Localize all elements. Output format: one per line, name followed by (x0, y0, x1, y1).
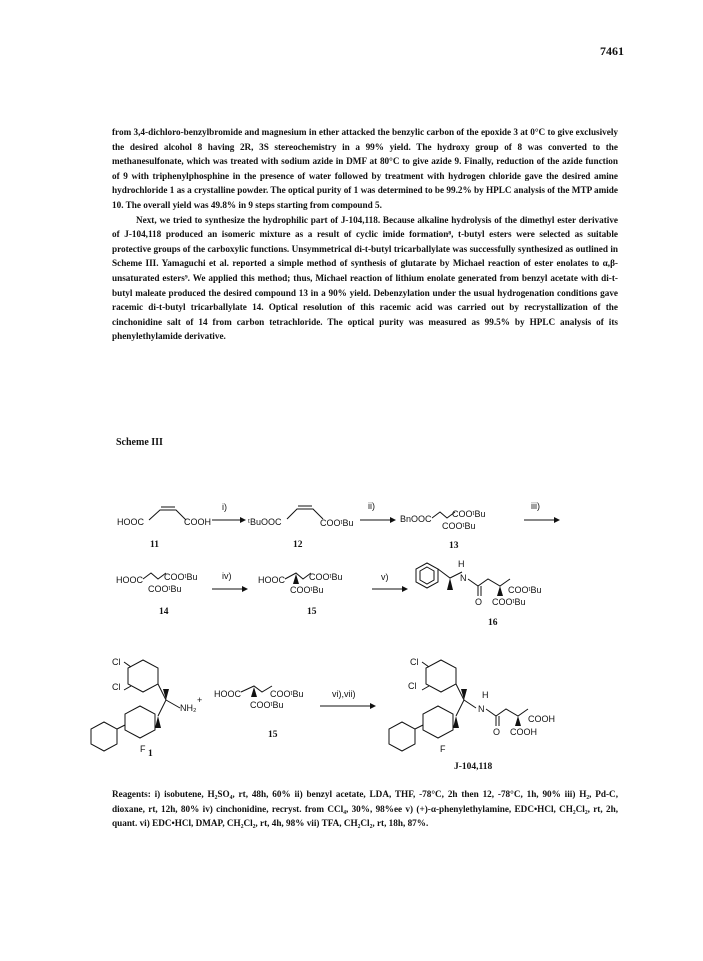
svg-text:COOH: COOH (510, 727, 537, 737)
svg-text:COOᵗBu: COOᵗBu (250, 700, 284, 710)
svg-text:COOᵗBu: COOᵗBu (442, 521, 476, 531)
svg-text:F: F (140, 744, 146, 754)
svg-text:Cl: Cl (410, 657, 419, 667)
svg-text:COOᵗBu: COOᵗBu (270, 689, 304, 699)
svg-text:NH₂: NH₂ (180, 703, 197, 713)
compound-15 (258, 572, 343, 595)
svg-text:COOᵗBu: COOᵗBu (508, 585, 542, 595)
group-bnooc: BnOOC (400, 514, 432, 524)
reaction-label-iv: iv) (222, 571, 232, 581)
label-compound-12: 12 (293, 540, 303, 550)
compound-j-104-118 (389, 657, 555, 754)
svg-text:COOᵗBu: COOᵗBu (309, 572, 343, 582)
label-compound-15: 15 (307, 607, 317, 617)
label-compound-14: 14 (159, 607, 169, 617)
reaction-label-ii: ii) (368, 501, 375, 511)
svg-text:+: + (197, 695, 203, 705)
label-j-104-118: J-104,118 (454, 762, 493, 772)
compound-12 (248, 506, 354, 528)
scheme-title: Scheme III (116, 437, 163, 448)
svg-text:COOᵗBu: COOᵗBu (290, 585, 324, 595)
paragraph-2: Next, we tried to synthesize the hydrophilic part of J-104,118. Because alkaline hydrolysis of the dimethyl ester derivative of J-104,118 produced an isomeric mixture as a result of cyclic imide formation⁸, t-butyl esters were selected as suitable protective groups of the carboxylic functions. Unsymmetrical di-t-butyl tricarballylate was successfully synthesized as outlined in Scheme III. Yamaguchi et al. reported a simple method of synthesis of glutarate by Michael reaction of ester enolates to α,β-unsaturated esters⁹. We applied this method; thus, Michael reaction of lithium enolate generated from benzyl acetate with di-t-butyl maleate produced the desired compound 13 in a 90% yield. Debenzylation under the usual hydrogenation conditions gave racemic di-t-butyl tricarballylate 14. Optical resolution of this racemic acid was carried out by recrystallization of the cinchonidine salt of 14 from carbon tetrachloride. The optical purity was measured as 99.5% by HPLC analysis of its phenylethylamide derivative. (112, 214, 618, 342)
svg-text:COOᵗBu: COOᵗBu (492, 597, 526, 607)
label-compound-1: 1 (148, 749, 153, 759)
compound-13 (400, 509, 486, 531)
reaction-label-i: i) (222, 502, 227, 512)
group-cooh: COOH (184, 517, 211, 527)
compound-11 (117, 507, 211, 527)
group-hooc: HOOC (117, 517, 144, 527)
dichlorophenyl-ring (128, 660, 158, 692)
phenyl-ring-2 (91, 722, 117, 751)
svg-text:COOᵗBu: COOᵗBu (148, 584, 182, 594)
group-tbuooc: ᵗBuOOC (248, 517, 282, 527)
svg-text:HOOC: HOOC (214, 689, 241, 699)
svg-text:F: F (440, 744, 446, 754)
reaction-label-iii: iii) (531, 501, 540, 511)
compound-1 (91, 657, 202, 754)
label-compound-13: 13 (449, 541, 459, 551)
compound-16 (416, 559, 542, 607)
page-number: 7461 (600, 44, 624, 58)
compound-14 (116, 572, 198, 594)
svg-text:HOOC: HOOC (258, 575, 285, 585)
svg-text:H: H (482, 690, 489, 700)
svg-text:O: O (475, 597, 483, 607)
paragraph-1: from 3,4-dichloro-benzylbromide and magnesium in ether attacked the benzylic carbon of the epoxide 3 at 0°C to give exclusively the desired alcohol 8 having 2R, 3S stereochemistry in a 99% yield. The hydroxy group of 8 was converted to the methanesulfonate, which was treated with sodium azide in DMF at 80°C to give azide 9. Finally, reduction of the azide function of 9 with triphenylphosphine in the presence of water followed by treatment with hydrogen chloride gave the desired amine hydrochloride 1 as a crystalline powder. The optical purity of 1 was determined to be 99.2% by HPLC analysis of the MTP amide 10. The overall yield was 49.8% in 9 steps starting from compound 5. (112, 127, 618, 210)
fluorophenyl-ring (125, 706, 155, 738)
reagents-text: Reagents: i) isobutene, H₂SO₄, rt, 48h, 60% ii) benzyl acetate, LDA, THF, -78°C, 2h then 12, -78°C, 1h, 90% iii) H₂, Pd-C, dioxane, rt, 12h, 80% iv) cinchonidine, recryst. from CCl₄, 30%, 98%ee v) (+)-α-phenylethylamine, EDC•HCl, CH₂Cl₂, rt, 2h, quant. vi) EDC•HCl, DMAP, CH₂Cl₂, rt, 4h, 98% vii) TFA, CH₂Cl₂, rt, 18h, 87%. (112, 789, 618, 829)
svg-text:COOH: COOH (528, 714, 555, 724)
svg-text:Cl: Cl (408, 681, 417, 691)
group-cootbu: COOᵗBu (320, 518, 354, 528)
reaction-label-vi-vii: vi),vii) (332, 689, 356, 699)
svg-text:N: N (460, 573, 467, 583)
svg-text:HOOC: HOOC (116, 575, 143, 585)
label-compound-15-reagent: 15 (268, 730, 278, 740)
label-compound-16: 16 (488, 618, 498, 628)
svg-text:Cl: Cl (112, 682, 121, 692)
label-compound-11: 11 (150, 540, 159, 550)
svg-text:H: H (458, 559, 465, 569)
compound-15-reagent (214, 686, 304, 710)
svg-text:O: O (493, 727, 501, 737)
reaction-label-v: v) (381, 572, 389, 582)
svg-text:COOᵗBu: COOᵗBu (164, 572, 198, 582)
svg-text:Cl: Cl (112, 657, 121, 667)
svg-text:COOᵗBu: COOᵗBu (452, 509, 486, 519)
svg-text:N: N (478, 704, 485, 714)
